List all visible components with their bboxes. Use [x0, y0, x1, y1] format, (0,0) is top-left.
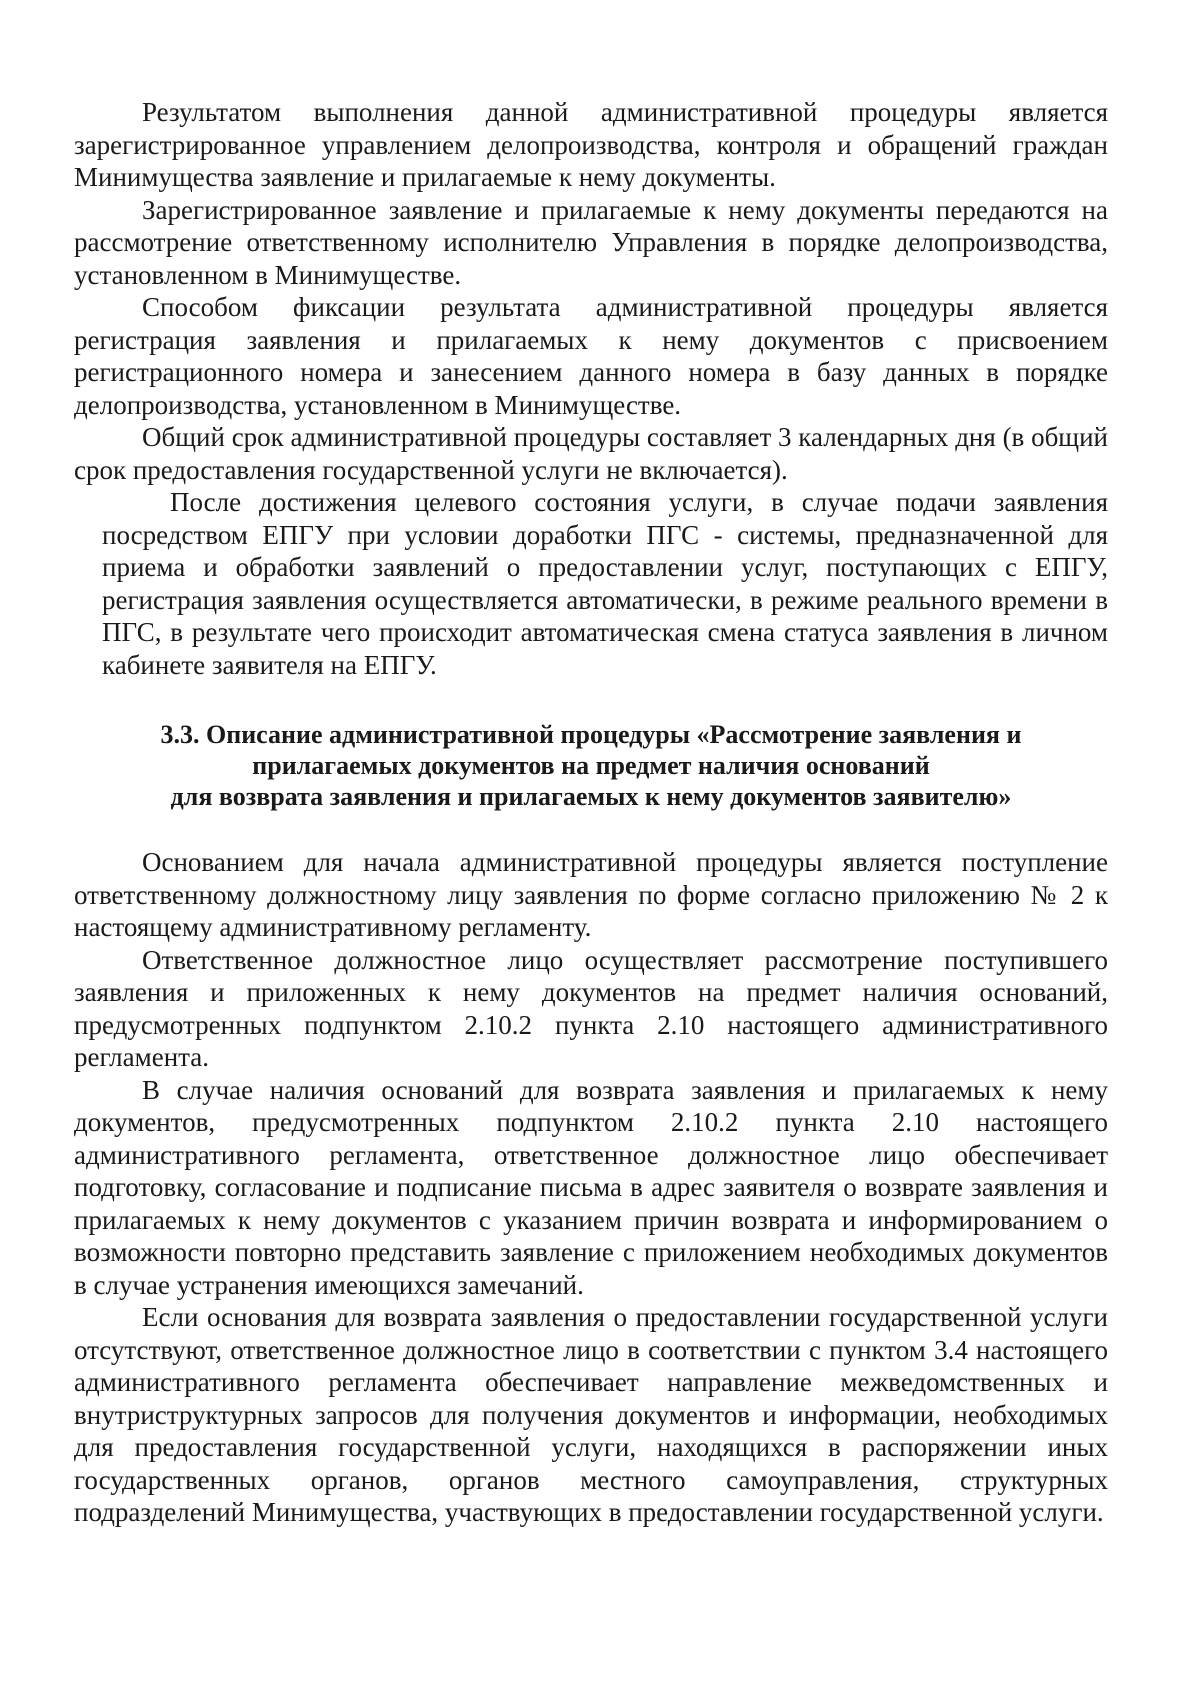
section-heading-line: 3.3. Описание административной процедуры «Рассмотрение заявления и	[160, 720, 1022, 749]
document-page	[74, 96, 1108, 1529]
section-heading-line: прилагаемых документов на предмет наличия оснований	[252, 751, 930, 780]
paragraph-term: Общий срок административной процедуры составляет 3 календарных дня (в общий срок предоставления государственной услуги не включается).	[74, 422, 1108, 485]
paragraph-epgu: После достижения целевого состояния услуги, в случае подачи заявления посредством ЕПГУ при условии доработки ПГС - системы, предназначенной для приема и обработки заявлений о предоставлении услуг, поступающих с ЕПГУ, регистрация заявления осуществляется автоматически, в режиме реального времени в ПГС, в результате чего происходит автоматическая смена статуса заявления в личном кабинете заявителя на ЕПГУ.	[102, 487, 1108, 680]
paragraph-transfer: Зарегистрированное заявление и прилагаемые к нему документы передаются на рассмотрение ответственному исполнителю Управления в порядке делопроизводства, установленном в Минимуществе.	[74, 194, 1108, 290]
paragraph-review: Ответственное должностное лицо осуществляет рассмотрение поступившего заявления и приложенных к нему документов на предмет наличия оснований, предусмотренных подпунктом 2.10.2 пункта 2.10 настоящего административного регламента.	[74, 944, 1108, 1072]
paragraph-return: В случае наличия оснований для возврата заявления и прилагаемых к нему документов, предусмотренных подпунктом 2.10.2 пункта 2.10 настоящего административного регламента, ответственное должностное лицо обеспечивает подготовку, согласование и подписание письма в адрес заявителя о возврате заявления и прилагаемых к нему документов с указанием причин возврата и информированием о возможности повторно представить заявление с приложением необходимых документов в случае устранения имеющихся замечаний.	[74, 1074, 1108, 1300]
paragraph-fixation: Способом фиксации результата административной процедуры является регистрация заявления и прилагаемых к нему документов с присвоением регистрационного номера и занесением данного номера в базу данных в порядке делопроизводства, установленном в Минимуществе.	[74, 292, 1108, 420]
section-heading-line: для возврата заявления и прилагаемых к нему документов заявителю»	[170, 782, 1012, 811]
paragraph-result: Результатом выполнения данной административной процедуры является зарегистрированное управлением делопроизводства, контроля и обращений граждан Минимущества заявление и прилагаемые к нему документы.	[74, 97, 1108, 192]
paragraph-basis: Основанием для начала административной процедуры является поступление ответственному должностному лицу заявления по форме согласно приложению № 2 к настоящему административному регламенту.	[74, 847, 1108, 942]
paragraph-requests: Если основания для возврата заявления о предоставлении государственной услуги отсутствуют, ответственное должностное лицо в соответствии с пунктом 3.4 настоящего административного регламента обеспечивает направление межведомственных и внутриструктурных запросов для получения документов и информации, необходимых для предоставления государственной услуги, находящихся в распоряжении иных государственных органов, органов местного самоуправления, структурных подразделений Минимущества, участвующих в предоставлении государственной услуги.	[74, 1302, 1108, 1527]
section-heading	[74, 719, 1108, 812]
